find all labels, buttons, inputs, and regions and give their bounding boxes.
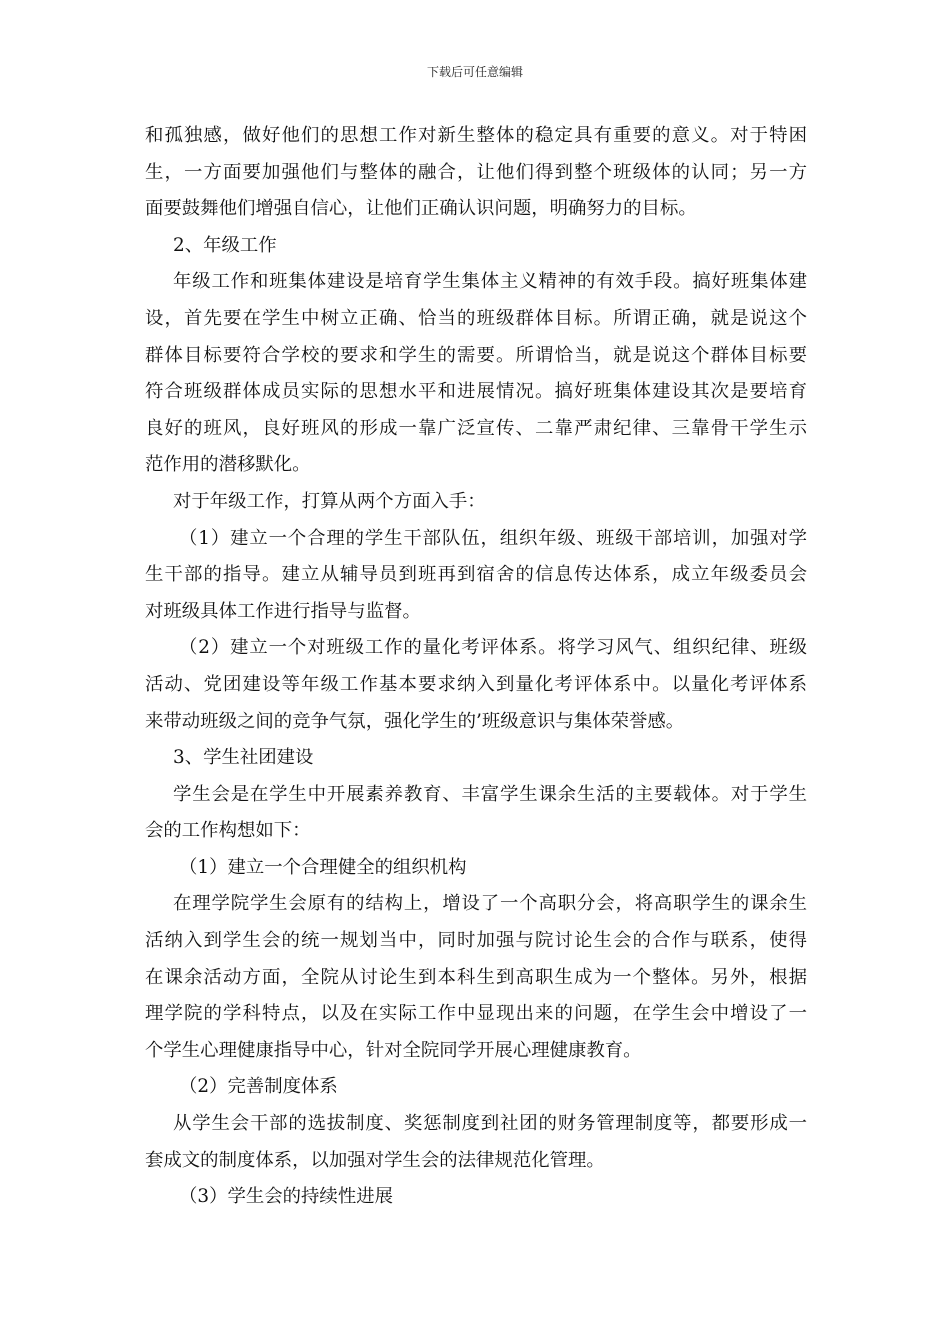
text-line: 符合班级群体成员实际的思想水平和进展情况。搞好班集体建设其次是要培育 [145,381,807,403]
subsection-heading: （2）完善制度体系 [179,1076,338,1098]
text-line: 套成文的制度体系，以加强对学生会的法律规范化管理。 [145,1149,605,1171]
text-line: 和孤独感，做好他们的思想工作对新生整体的稳定具有重要的意义。对于特困 [145,125,807,146]
text-line: （1）建立一个合理的学生干部队伍，组织年级、班级干部培训，加强对学 [179,527,807,549]
text-line: 活纳入到学生会的统一规划当中，同时加强与院讨论生会的合作与联系，使得 [145,930,807,952]
text-line: 来带动班级之间的竞争气氛，强化学生的’班级意识与集体荣誉感。 [145,710,685,732]
text-line: 对于年级工作，打算从两个方面入手： [173,490,486,512]
text-line: 对班级具体工作进行指导与监督。 [145,600,421,622]
text-line: 年级工作和班集体建设是培育学生集体主义精神的有效手段。搞好班集体建 [173,271,807,293]
text-line: 活动、党团建设等年级工作基本要求纳入到量化考评体系中。以量化考评体系 [145,673,807,695]
text-line: （2）建立一个对班级工作的量化考评体系。将学习风气、组织纪律、班级 [179,637,807,659]
subsection-heading: （1）建立一个合理健全的组织机构 [179,856,467,878]
text-line: 会的工作构想如下： [145,820,311,842]
text-line: 理学院的学科特点，以及在实际工作中显现出来的问题，在学生会中增设了一 [145,1003,807,1025]
text-line: 在课余活动方面，全院从讨论生到本科生到高职生成为一个整体。另外，根据 [145,966,807,988]
text-line: 生，一方面要加强他们与整体的融合，让他们得到整个班级体的认同；另一方 [145,161,807,183]
document-body [145,118,807,1216]
text-line: 从学生会干部的选拔制度、奖惩制度到社团的财务管理制度等，都要形成一 [173,1113,807,1135]
text-line: 个学生心理健康指导中心，针对全院同学开展心理健康教育。 [145,1039,642,1061]
section-heading: 2、年级工作 [173,234,277,256]
page-header-note: 下载后可任意编辑 [426,65,523,79]
text-line: 学生会是在学生中开展素养教育、丰富学生课余生活的主要载体。对于学生 [173,783,807,805]
text-line: 良好的班风，良好班风的形成一靠广泛宣传、二靠严肃纪律、三靠骨干学生示 [145,417,807,439]
text-line: 范作用的潜移默化。 [145,454,311,476]
text-line: 群体目标要符合学校的要求和学生的需要。所谓恰当，就是说这个群体目标要 [145,344,807,366]
text-line: 在理学院学生会原有的结构上，增设了一个高职分会，将高职学生的课余生 [173,893,807,915]
text-line: 生干部的指导。建立从辅导员到班再到宿舍的信息传达体系，成立年级委员会 [145,564,807,586]
subsection-heading: （3）学生会的持续性进展 [179,1186,393,1208]
text-line: 面要鼓舞他们增强自信心，让他们正确认识问题，明确努力的目标。 [145,198,697,220]
section-heading: 3、学生社团建设 [173,747,314,769]
text-line: 设，首先要在学生中树立正确、恰当的班级群体目标。所谓正确，就是说这个 [145,307,807,329]
